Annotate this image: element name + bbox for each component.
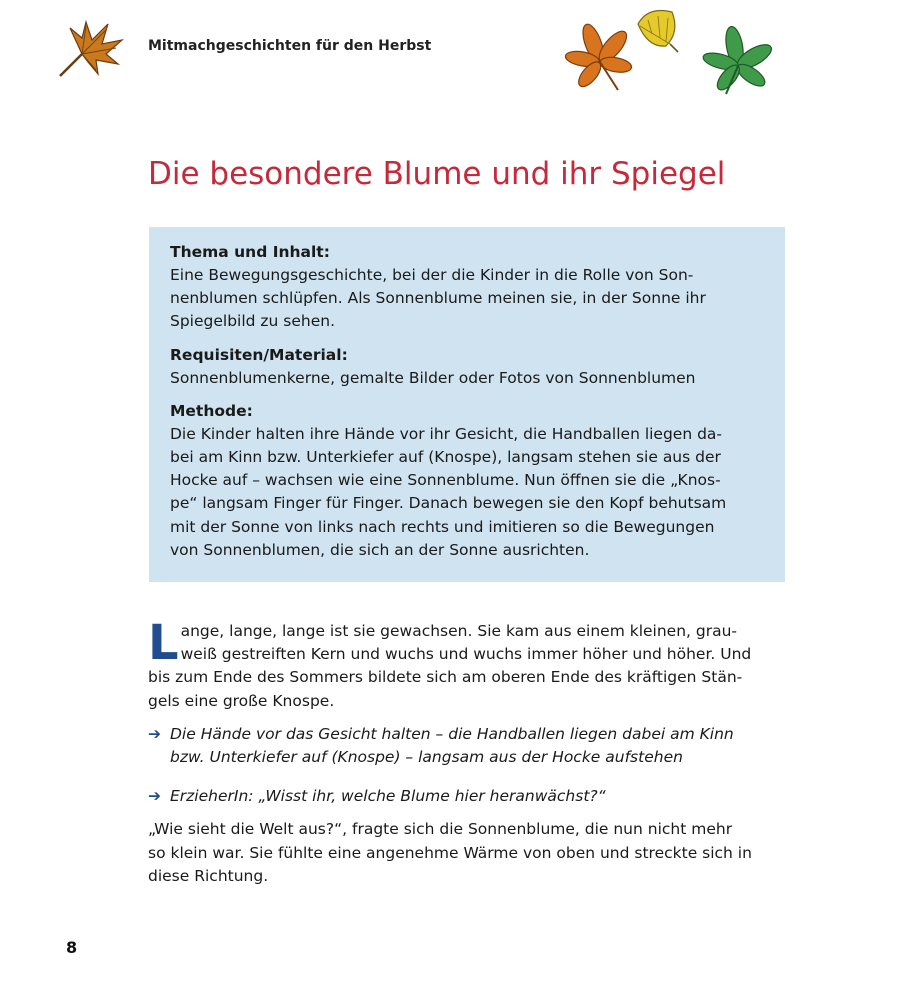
chestnut-leaf-icon	[560, 22, 638, 96]
instruction-text	[170, 785, 606, 808]
text-line: bzw. Unterkiefer auf (Knospe) – langsam aus der Hocke aufstehen	[170, 748, 683, 767]
page-number: 8	[66, 938, 78, 957]
running-head: Mitmachgeschichten für den Herbst	[148, 38, 432, 54]
text-line: ange, lange, lange ist sie gewachsen. Sie kam aus einem kleinen, grau-	[180, 622, 738, 640]
text-line: Hocke auf – wachsen wie eine Sonnenblume. Nun öffnen sie die „Knos-	[170, 471, 721, 490]
text-line: bei am Kinn bzw. Unterkiefer auf (Knospe), langsam stehen sie aus der	[170, 448, 721, 467]
info-box	[149, 227, 785, 582]
text-line: nenblumen schlüpfen. Als Sonnenblume meinen sie, in der Sonne ihr	[170, 289, 706, 308]
text-line: pe“ langsam Finger für Finger. Danach bewegen sie den Kopf behutsam	[170, 494, 727, 513]
text-line: Eine Bewegungsgeschichte, bei der die Kinder in die Rolle von Son-	[170, 266, 694, 284]
info-text	[170, 423, 765, 562]
birch-leaf-icon	[628, 4, 684, 56]
text-line: bis zum Ende des Sommers bildete sich am oberen Ende des kräftigen Stän-	[148, 668, 743, 687]
story-paragraph	[148, 818, 788, 888]
maple-leaf-icon	[52, 18, 124, 80]
text-line: von Sonnenblumen, die sich an der Sonne ausrichten.	[170, 540, 590, 559]
info-section-method	[170, 400, 765, 562]
info-text	[170, 264, 765, 334]
text-line: gels eine große Knospe.	[148, 691, 335, 710]
info-text	[170, 367, 765, 390]
text-line: Spiegelbild zu sehen.	[170, 312, 336, 331]
arrow-right-icon: ➔	[148, 787, 161, 806]
info-heading: Methode:	[170, 401, 253, 420]
text-line: Sonnenblumenkerne, gemalte Bilder oder Fotos von Sonnenblumen	[170, 368, 696, 387]
teacher-question	[148, 785, 788, 808]
story-body	[148, 615, 788, 898]
info-heading: Thema und Inhalt:	[170, 243, 330, 261]
page-title: Die besondere Blume und ihr Spiegel	[148, 156, 726, 192]
text-line: „Wie sieht die Welt aus?“, fragte sich die Sonnenblume, die nun nicht mehr	[148, 820, 733, 839]
story-paragraph	[148, 615, 788, 713]
drop-cap: L	[148, 615, 179, 671]
text-line: Die Hände vor das Gesicht halten – die Handballen liegen dabei am Kinn	[170, 724, 734, 743]
text-line: Die Kinder halten ihre Hände vor ihr Gesicht, die Handballen liegen da-	[170, 424, 723, 443]
text-line: weiß gestreiften Kern und wuchs und wuchs immer höher und höher. Und	[180, 645, 752, 664]
info-heading: Requisiten/Material:	[170, 345, 348, 364]
instruction-text	[170, 723, 734, 769]
chestnut-leaf-icon	[700, 26, 780, 98]
info-section-topic	[170, 241, 765, 334]
text-line: so klein war. Sie fühlte eine angenehme Wärme von oben und streckte sich in	[148, 843, 752, 862]
text-line: mit der Sonne von links nach rechts und imitieren so die Bewegungen	[170, 517, 715, 536]
text-line: diese Richtung.	[148, 866, 269, 885]
text-line: ErzieherIn: „Wisst ihr, welche Blume hier heranwächst?“	[170, 787, 606, 806]
arrow-right-icon: ➔	[148, 724, 161, 743]
info-section-material	[170, 344, 765, 390]
movement-instruction	[148, 723, 788, 769]
